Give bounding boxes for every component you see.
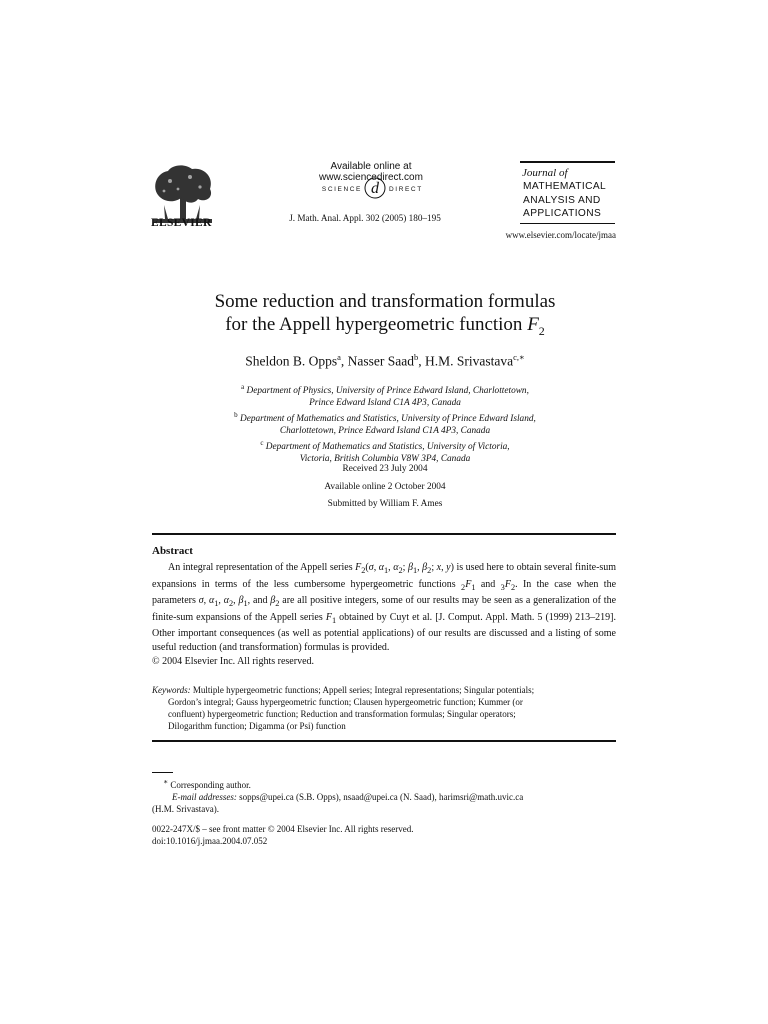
author-name[interactable]: Sheldon B. Opps [245,353,338,369]
affiliation-a-cont: Prince Edward Island C1A 4P3, Canada [309,398,461,409]
affiliations [150,381,620,465]
keywords-line: confluent) hypergeometric function; Reduction and transformation formulas; Singular operators; [168,709,516,719]
journal-name-line: APPLICATIONS [523,208,602,219]
affiliation-c: $^c$ Department of Mathematics and Statistics, University of Victoria, [260,439,510,453]
email-continuation: (H.M. Srivastava). [152,803,219,814]
affiliation-a: $^a$ Department of Physics, University of Prince Edward Island, Charlottetown, [241,383,529,397]
affiliation-b-cont: Charlottetown, Prince Edward Island C1A 4P3, Canada [279,426,491,437]
journal-name [523,180,615,221]
available-online-text: Available online at www.sciencedirect.com [319,161,423,183]
publisher-name: ELSEVIER [151,217,212,229]
keywords [152,684,616,732]
issn-line: 0022-247X/$ – see front matter © 2004 Elsevier Inc. All rights reserved. [152,824,414,834]
available-date: Available online 2 October 2004 [324,481,446,492]
sd-right-word: DIRECT [389,186,423,193]
title-line-2: for the Appell hypergeometric function $F_2$ [225,314,545,338]
keywords-line: Gordon’s integral; Gauss hypergeometric function; Clausen hypergeometric function; Kummer (or [168,697,523,707]
author-name[interactable]: Nasser Saad [347,353,414,369]
corresponding-author-note: ∗ Corresponding author. [163,777,251,790]
journal-url[interactable]: www.elsevier.com/locate/jmaa [505,230,616,240]
abstract-bottom-rule [152,740,616,742]
author-affil-mark: b [413,352,419,362]
journal-logo-rule-bottom [520,223,615,224]
article-title [140,290,630,343]
article-dates [200,461,570,514]
affiliation-b: $^b$ Department of Mathematics and Statistics, University of Prince Edward Island, [234,411,536,425]
author-name[interactable]: H.M. Srivastava [424,353,514,369]
doi-link[interactable]: doi:10.1016/j.jmaa.2004.07.052 [152,836,268,847]
journal-of-text: Journal of [522,167,568,179]
abstract-heading: Abstract [152,545,193,557]
journal-reference: J. Math. Anal. Appl. 302 (2005) 180–195 [289,213,441,223]
keywords-line: Dilogarithm function; Digamma (or Psi) function [168,721,346,731]
abstract-copyright: © 2004 Elsevier Inc. All rights reserved. [152,655,315,667]
submitted-by: Submitted by William F. Ames [327,499,443,509]
journal-logo [520,161,615,224]
author-affil-mark: a [337,352,341,362]
journal-logo-rule-top [520,161,615,163]
svg-text:d: d [371,180,379,197]
keywords-label: Keywords: [152,685,191,695]
footnote [152,776,616,815]
front-matter [152,823,616,847]
received-date: Received 23 July 2004 [342,464,428,474]
footnote-rule [152,772,173,773]
journal-name-line: ANALYSIS AND [523,194,601,206]
author-list: Sheldon B. Opps$^a$, Nasser Saad$^b$, H.M. Srivastava$^{c,∗}$ [245,352,525,369]
affiliation-c-cont: Victoria, British Columbia V8W 3P4, Canada [299,454,471,465]
journal-name-line: MATHEMATICAL [523,181,607,192]
abstract-body [152,561,616,668]
title-line-1: Some reduction and transformation formulas [214,291,556,312]
abstract-top-rule [152,533,616,535]
author-affil-mark: c,∗ [513,352,525,362]
sd-left-word: SCIENCE [321,186,362,193]
keywords-line: Keywords: Multiple hypergeometric functions; Appell series; Integral representations; Singular potentials; [152,685,535,695]
abstract-text: An integral representation of the Appell series $F_2(\sigma$, $\alpha_1$, $\alpha_2$; $\beta_1$, $\beta_2$; x, y) is used here to obtain several finite-sum expansions in terms of the less cumbersome hypergeometric functions $_2F_1$ and $_3F_2$. In the case when the parameters σ, $\alpha_1$, $\alpha_2$, $\beta_1$, and $\beta_2$ are all positive integers, some of our results may be seen as a generalization of the finite-sum expansions of the Appell series $F_1$ obtained by Cuyt et al. [J. Comput. Appl. Math. 5 (1999) 213–219]. Other important consequences (as well as potential applications) of our results are discussed and a listing of some useful reduction (and transformation) formulas is provided. [152,562,617,653]
sciencedirect-logo-icon [300,176,450,200]
email-addresses: E-mail addresses: sopps@upei.ca (S.B. Opps), nsaad@upei.ca (N. Saad), harimsri@math.uvic.ca [172,791,524,802]
